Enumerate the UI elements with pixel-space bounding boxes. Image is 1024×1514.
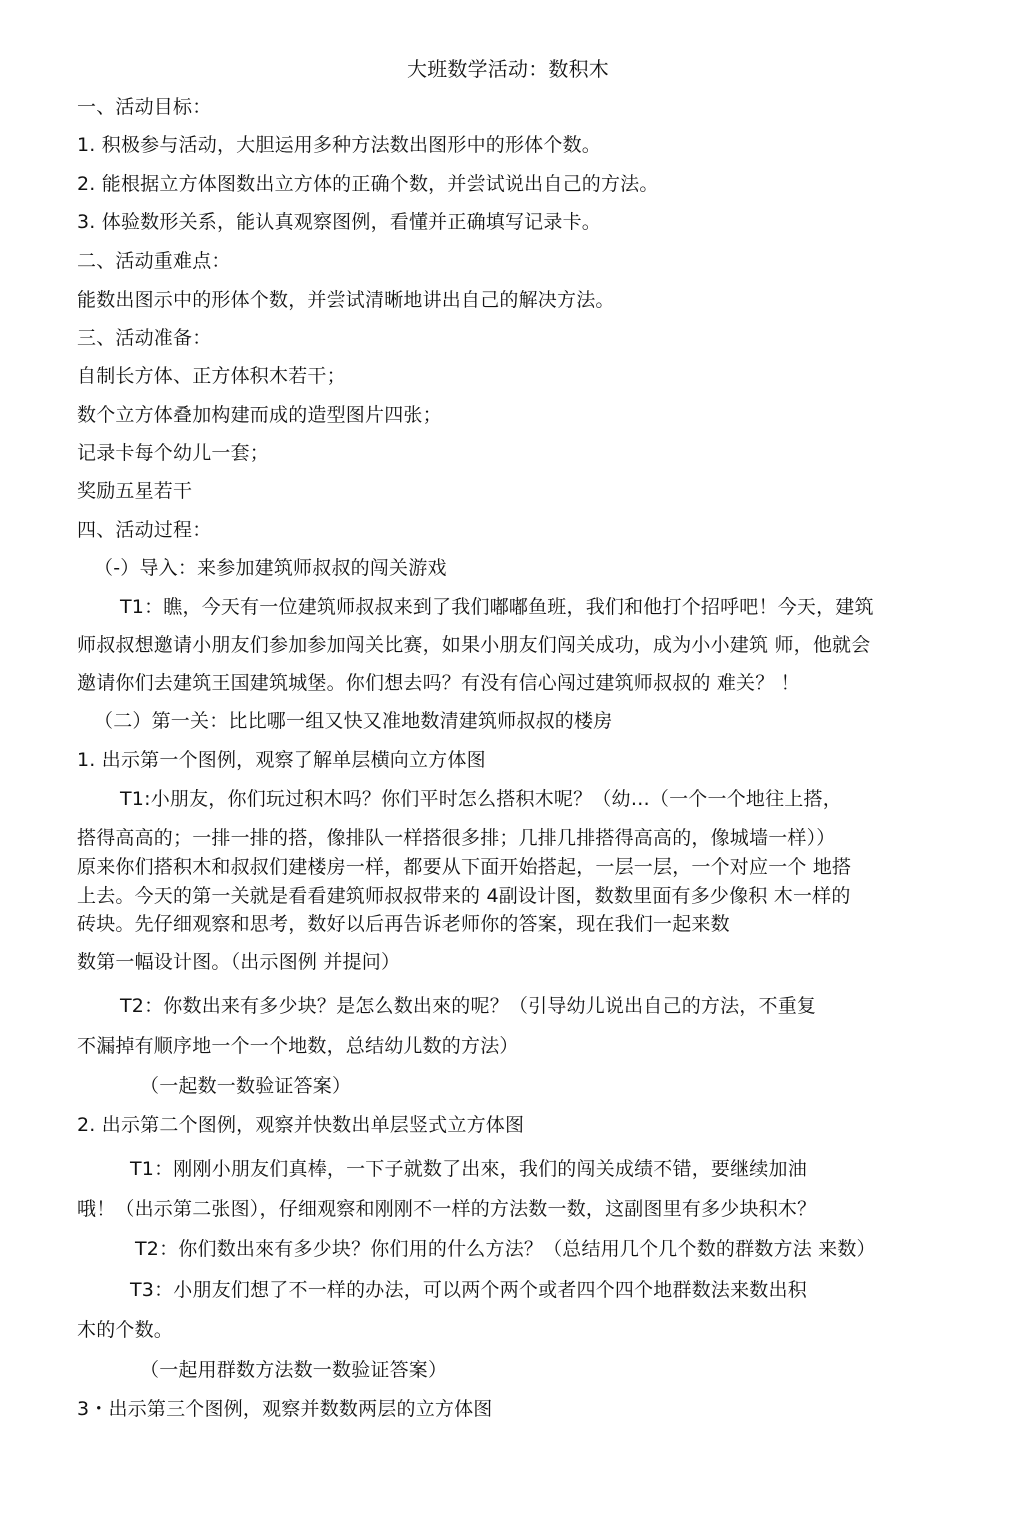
prep-item: 自制长方体、正方体积木若干； (77, 365, 346, 387)
step-heading: 1. 出示第一个图例，观察了解单层横向立方体图 (77, 749, 486, 771)
section-heading-key-points: 二、活动重难点： (77, 250, 231, 272)
prep-item: 奖励五星若干 (77, 480, 193, 502)
paragraph-line: 数第一幅设计图。（出示图例 并提问） (77, 951, 401, 973)
paragraph-line: T2：你们数出來有多少块？你们用的什么方法？（总结用几个几个数的群数方法 来数） (135, 1238, 876, 1260)
paragraph-line: 哦！（出示第二张图），仔细观察和刚刚不一样的方法数一数，这副图里有多少块积木？ (77, 1198, 817, 1220)
paragraph-line: 邀请你们去建筑王国建筑城堡。你们想去吗？有没有信心闯过建筑师叔叔的 难关？ ！ (77, 672, 800, 694)
section-heading-preparation: 三、活动准备： (77, 327, 212, 349)
paragraph-line: 原来你们搭积木和叔叔们建楼房一样，都要从下面开始搭起，一层一层，一个对应一个 地搭 (77, 856, 852, 878)
paragraph-line: 砖块。先仔细观察和思考，数好以后再告诉老师你的答案，现在我们一起来数 (77, 913, 730, 935)
part-heading-intro: （-）导入：来参加建筑师叔叔的闯关游戏 (94, 557, 447, 579)
goal-item: 2. 能根据立方体图数出立方体的正确个数，并尝试说出自己的方法。 (77, 173, 659, 195)
section-heading-process: 四、活动过程： (77, 519, 212, 541)
paragraph-line: （一起数一数验证答案） (140, 1075, 352, 1097)
step-heading: 3・出示第三个图例，观察并数数两层的立方体图 (77, 1398, 493, 1420)
paragraph-line: 师叔叔想邀请小朋友们参加参加闯关比赛，如果小朋友们闯关成功，成为小小建筑 师，他就会 (77, 634, 871, 656)
paragraph-line: T1：瞧，今天有一位建筑师叔叔来到了我们嘟嘟鱼班，我们和他打个招呼吧！今天，建筑 (120, 596, 874, 618)
paragraph-line: （一起用群数方法数一数验证答案） (140, 1359, 448, 1381)
key-points-text: 能数出图示中的形体个数，并尝试清晰地讲出自己的解决方法。 (77, 289, 615, 311)
paragraph-line: 木的个数。 (77, 1319, 174, 1341)
paragraph-line: 上去。今天的第一关就是看看建筑师叔叔带来的 4副设计图，数数里面有多少像积 木一样的 (77, 885, 851, 907)
paragraph-line: T1:小朋友，你们玩过积木吗？你们平时怎么搭积木呢？（幼…（一个一个地往上搭， (120, 788, 842, 810)
paragraph-line: T3：小朋友们想了不一样的办法，可以两个两个或者四个四个地群数法来数出积 (130, 1279, 807, 1301)
prep-item: 数个立方体叠加构建而成的造型图片四张； (77, 404, 442, 426)
paragraph-line: T2：你数出来有多少块？是怎么数出來的呢？（引导幼儿说出自己的方法，不重复 (120, 995, 817, 1017)
document-title: 大班数学活动：数积木 (407, 57, 609, 81)
paragraph-line: T1：刚刚小朋友们真棒，一下子就数了出來，我们的闯关成绩不错，要继续加油 (130, 1158, 807, 1180)
paragraph-line: 不漏掉有顺序地一个一个地数，总结幼儿数的方法） (77, 1035, 519, 1057)
paragraph-line: 搭得高高的；一排一排的搭，像排队一样搭很多排；几排几排搭得高高的，像城墙一样）） (77, 827, 836, 849)
section-heading-goals: 一、活动目标： (77, 96, 212, 118)
step-heading: 2. 出示第二个图例，观察并快数出单层竖式立方体图 (77, 1114, 525, 1136)
part-heading-level-one: （二）第一关：比比哪一组又快又准地数清建筑师叔叔的楼房 (94, 710, 613, 732)
goal-item: 3. 体验数形关系，能认真观察图例，看懂并正确填写记录卡。 (77, 211, 601, 233)
prep-item: 记录卡每个幼儿一套； (77, 442, 270, 464)
goal-item: 1. 积极参与活动，大胆运用多种方法数出图形中的形体个数。 (77, 134, 601, 156)
